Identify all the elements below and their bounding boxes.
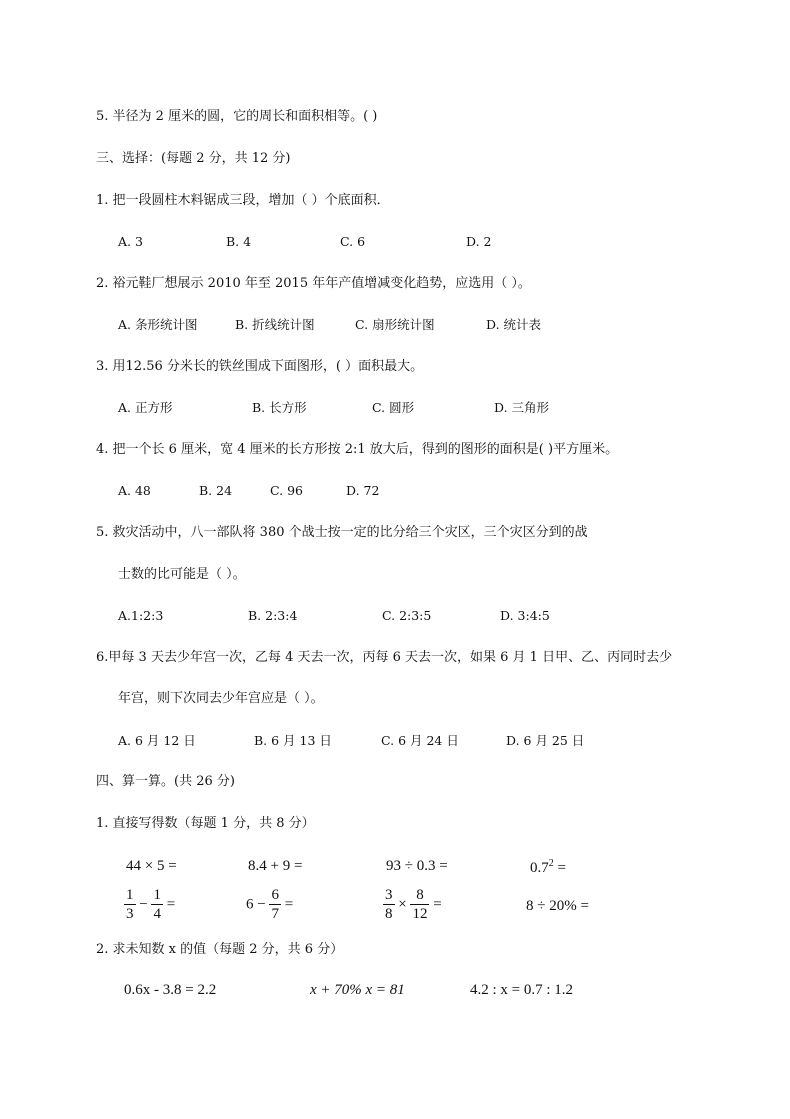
q2-option-a[interactable]: A. 条形统计图 [118,317,198,332]
q2-option-d[interactable]: D. 统计表 [486,317,542,332]
q1-option-a[interactable]: A. 3 [118,234,143,249]
calc-8.4plus9: 8.4 + 9 = [248,858,303,874]
calc-8div20pct: 8 ÷ 20% = [526,898,589,914]
choice-question-6: 6.甲每 3 天去少年宫一次，乙每 4 天去一次，丙每 6 天去一次，如果 6 月 1 日甲、乙、丙同时去少 [96,650,673,665]
q6-option-c[interactable]: C. 6 月 24 日 [381,733,459,748]
q4-option-c[interactable]: C. 96 [270,483,303,498]
q5-option-c[interactable]: C. 2:3:5 [382,608,432,623]
q5-option-a[interactable]: A.1:2:3 [118,608,164,623]
q1-option-c[interactable]: C. 6 [340,234,366,249]
q2-option-c[interactable]: C. 扇形统计图 [355,317,435,332]
choice-question-2: 2. 裕元鞋厂想展示 2010 年至 2015 年年产值增减变化趋势，应选用（ ）。 [96,276,531,291]
q1-option-d[interactable]: D. 2 [466,234,492,249]
q1-option-b[interactable]: B. 4 [226,234,252,249]
q4-option-d[interactable]: D. 72 [346,483,380,498]
choice-question-4: 4. 把一个长 6 厘米，宽 4 厘米的长方形按 2:1 放大后，得到的图形的面积是( )平方厘米。 [96,442,619,457]
q6-option-a[interactable]: A. 6 月 12 日 [118,733,196,748]
choice-question-5: 5. 救灾活动中，八一部队将 380 个战士按一定的比分给三个灾区，三个灾区分到的战 [96,525,588,540]
part-1-title: 1. 直接写得数（每题 1 分，共 8 分） [96,816,315,831]
q4-option-a[interactable]: A. 48 [118,483,151,498]
q3-option-c[interactable]: C. 圆形 [372,400,415,415]
choice-question-5-continued: 士数的比可能是（ ）。 [118,567,246,582]
q3-option-b[interactable]: B. 长方形 [252,400,307,415]
q3-option-a[interactable]: A. 正方形 [118,400,173,415]
true-false-question-5: 5. 半径为 2 厘米的圆，它的周长和面积相等。( ) [96,109,378,124]
q4-option-b[interactable]: B. 24 [199,483,233,498]
calc-0.7-squared: $0.7^2$ = [530,858,566,876]
calc-6-minus-6/7: 6 − $\frac{6}{7}$ = [246,887,294,922]
section-4-title: 四、算一算。(共 26 分) [96,774,235,789]
q6-option-d[interactable]: D. 6 月 25 日 [506,733,585,748]
choice-question-6-continued: 年宫，则下次同去少年宫应是（ ）。 [118,691,324,706]
q2-option-b[interactable]: B. 折线统计图 [235,317,315,332]
equation-3: 4.2 : x = 0.7 : 1.2 [470,982,574,998]
choice-question-3: 3. 用12.56 分米长的铁丝围成下面图形，( ）面积最大。 [96,359,424,374]
calc-3/8-times-8/12: $\frac{3}{8}$ × $\frac{8}{12}$ = [385,887,442,922]
q5-option-b[interactable]: B. 2:3:4 [248,608,298,623]
q6-option-b[interactable]: B. 6 月 13 日 [254,733,332,748]
equation-1: 0.6x - 3.8 = 2.2 [124,982,217,998]
equation-2: x + 70% x = 81 [310,982,405,998]
part-2-title: 2. 求未知数 x 的值（每题 2 分，共 6 分） [96,942,344,957]
q5-option-d[interactable]: D. 3:4:5 [500,608,550,623]
section-3-title: 三、选择：(每题 2 分，共 12 分) [96,151,291,166]
choice-question-1: 1. 把一段圆柱木料锯成三段，增加（ ）个底面积． [96,193,390,208]
calc-1/3-minus-1/4: $\frac{1}{3}$ − $\frac{1}{4}$ = [126,887,176,922]
q3-option-d[interactable]: D. 三角形 [494,400,550,415]
calc-44x5: 44 × 5 = [126,858,177,874]
calc-93div0.3: 93 ÷ 0.3 = [386,858,448,874]
